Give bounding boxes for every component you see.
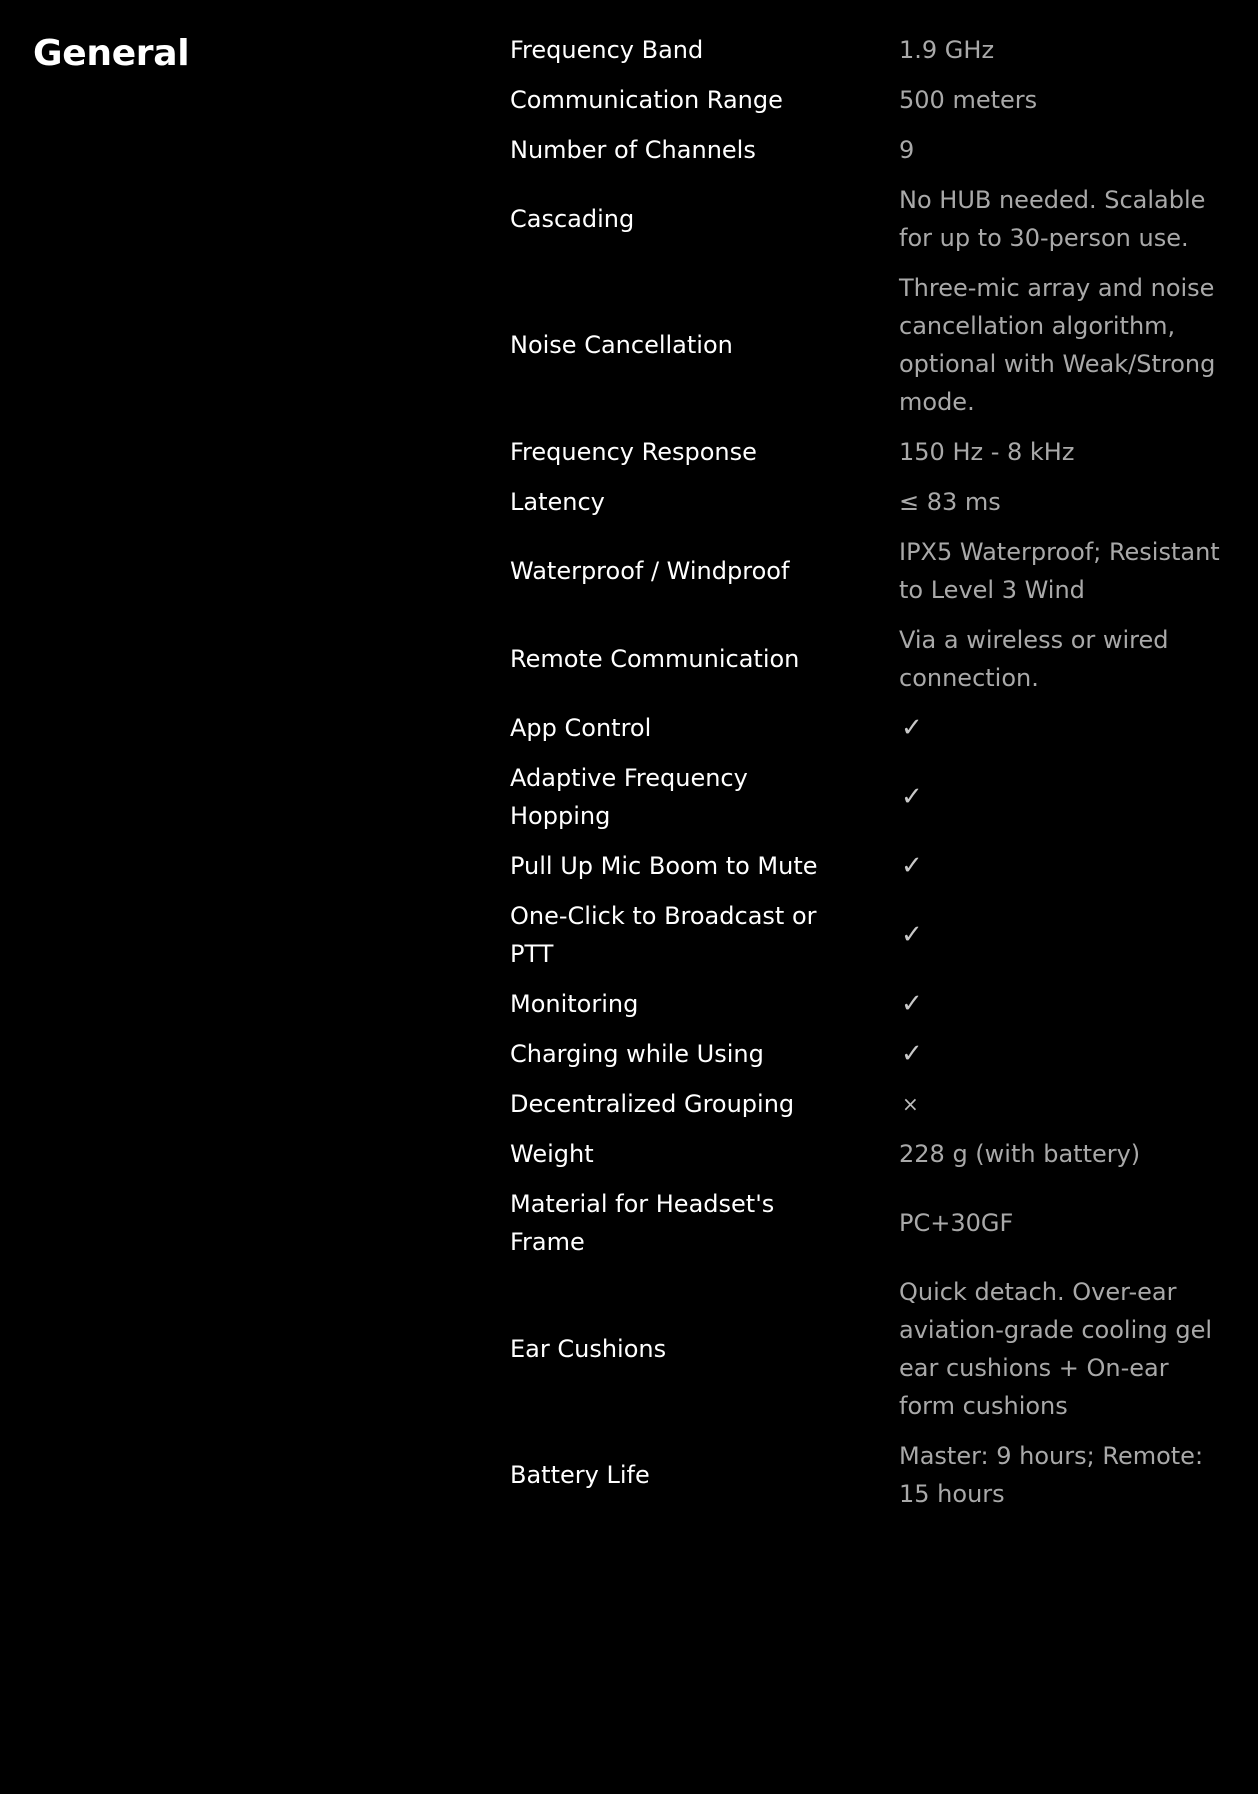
spec-value: Three-mic array and noise cancellation algorithm, optional with Weak/Strong mode. [899,274,1216,416]
spec-name: Weight [510,1140,594,1168]
spec-row-headset-frame-material [510,1179,1230,1267]
spec-value: Via a wireless or wired connection. [899,626,1169,692]
spec-name: Decentralized Grouping [510,1090,795,1118]
check-icon: ✓ [901,782,923,812]
spec-row-app-control [510,703,1230,753]
spec-value: Master: 9 hours; Remote: 15 hours [899,1442,1204,1508]
spec-row-adaptive-frequency-hopping [510,753,1230,841]
spec-row-remote-communication [510,615,1230,703]
spec-row-cascading [510,175,1230,263]
spec-name: App Control [510,714,652,742]
spec-name: One-Click to Broadcast or PTT [510,902,817,968]
spec-name: Number of Channels [510,136,756,164]
spec-value: No HUB needed. Scalable for up to 30-person use. [899,186,1206,252]
spec-row-frequency-band [510,25,1230,75]
spec-table [510,25,1230,1519]
spec-value: PC+30GF [899,1209,1014,1237]
spec-name: Cascading [510,205,635,233]
spec-value: 228 g (with battery) [899,1140,1141,1168]
spec-name: Pull Up Mic Boom to Mute [510,852,818,880]
spec-row-monitoring [510,979,1230,1029]
spec-row-one-click-broadcast-ptt [510,891,1230,979]
spec-row-number-of-channels [510,125,1230,175]
spec-name: Ear Cushions [510,1335,667,1363]
spec-value: ≤ 83 ms [899,488,1001,516]
spec-value: IPX5 Waterproof; Resistant to Level 3 Wind [899,538,1220,604]
check-icon: ✓ [901,920,923,950]
spec-row-noise-cancellation [510,263,1230,427]
spec-name: Frequency Response [510,438,757,466]
spec-value: 1.9 GHz [899,36,995,64]
check-icon: ✓ [901,713,923,743]
spec-name: Remote Communication [510,645,800,673]
spec-value: Quick detach. Over-ear aviation-grade cooling gel ear cushions + On-ear form cushions [899,1278,1212,1420]
spec-name: Latency [510,488,605,516]
spec-row-decentralized-grouping [510,1079,1230,1129]
spec-row-pull-up-mic-boom-to-mute [510,841,1230,891]
check-icon: ✓ [901,1039,923,1069]
spec-row-weight [510,1129,1230,1179]
section-title: General [33,33,190,74]
spec-row-battery-life [510,1431,1230,1519]
check-icon: ✓ [901,989,923,1019]
cross-icon: × [902,1092,919,1116]
spec-row-frequency-response [510,427,1230,477]
spec-name: Material for Headset's Frame [510,1190,775,1256]
spec-row-waterproof-windproof [510,527,1230,615]
spec-row-latency [510,477,1230,527]
spec-value: 150 Hz - 8 kHz [899,438,1075,466]
spec-name: Battery Life [510,1461,650,1489]
spec-name: Monitoring [510,990,639,1018]
spec-name: Noise Cancellation [510,331,733,359]
spec-name: Charging while Using [510,1040,764,1068]
spec-value: 9 [899,136,915,164]
spec-row-communication-range [510,75,1230,125]
spec-name: Communication Range [510,86,783,114]
spec-name: Adaptive Frequency Hopping [510,764,748,830]
spec-value: 500 meters [899,86,1038,114]
spec-name: Frequency Band [510,36,704,64]
spec-name: Waterproof / Windproof [510,557,790,585]
spec-row-ear-cushions [510,1267,1230,1431]
spec-row-charging-while-using [510,1029,1230,1079]
check-icon: ✓ [901,851,923,881]
